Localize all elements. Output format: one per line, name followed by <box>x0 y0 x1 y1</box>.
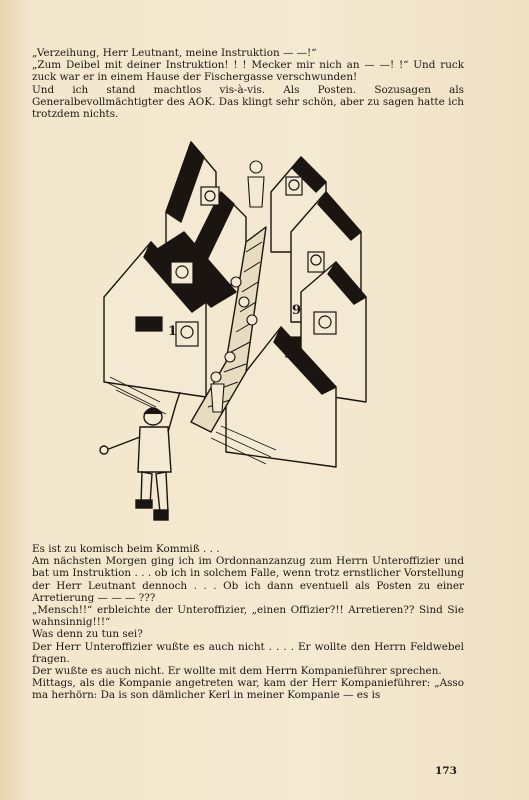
paragraph: Was denn zu tun sei? <box>32 628 143 641</box>
street-illustration <box>96 132 376 532</box>
paragraph: Der Herr Unteroffizier wußte es auch nicht . . . . Er wollte den Herrn Feldwebel fragen. <box>32 640 464 665</box>
paragraph: Und ich stand machtlos vis-à-vis. Als Posten. Sozusagen als Generalbevollmächtigter des AOK. Das klingt sehr schön, aber zu sagen hatte ich trotzdem nichts. <box>32 83 464 121</box>
paragraph: „Mensch!!“ erbleichte der Unteroffizier, „einen Offizier?!! Arretieren?? Sind Sie wahnsinnig!!!“ <box>32 604 464 629</box>
paragraph: Es ist zu komisch beim Kommiß . . . <box>32 543 220 555</box>
paragraph: Der wußte es auch nicht. Er wollte mit dem Herrn Kompanieführer sprechen. <box>32 665 442 678</box>
text-block-bottom <box>32 543 464 702</box>
paragraph: „Zum Deibel mit deiner Instruktion! ! ! Mecker mir nich an — —! !“ Und ruck zuck war er in einem Hause der Fischergasse verschwunden! <box>32 59 464 84</box>
paragraph: „Verzeihung, Herr Leutnant, meine Instruktion — —!“ <box>32 47 317 59</box>
page-number: 173 <box>435 765 457 777</box>
house-number-9: 9 <box>292 303 302 318</box>
text-block-top <box>32 47 464 120</box>
paragraph: Am nächsten Morgen ging ich im Ordonnanzanzug zum Herrn Unteroffizier und bat um Instruktion . . . ob ich in solchem Falle, wenn trotz ernstlicher Vorstellung der Herr Leutnant dennoch . . . Ob ich dann eventuell als Posten zu einer Arretierung — — — ??? <box>32 555 464 604</box>
house-number-1: 1 <box>168 324 178 339</box>
paragraph: Mittags, als die Kompanie angetreten war, kam der Herr Kompanieführer: „Asso ma herhörn: Da is son dämlicher Kerl in meiner Kompanie — es is <box>32 677 464 702</box>
